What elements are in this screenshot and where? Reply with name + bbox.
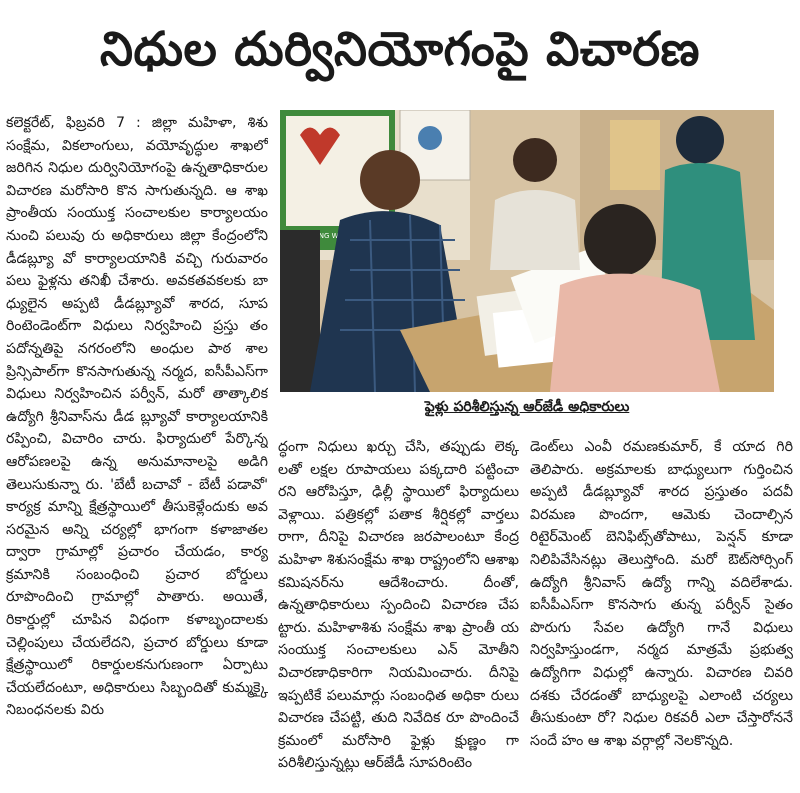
office-meeting-photo	[280, 110, 774, 392]
news-photo	[280, 110, 774, 392]
headline: నిధుల దుర్వినియోగంపై విచారణ	[100, 22, 700, 77]
article-paragraph: కలెక్టరేట్, ఫిబ్రవరి 7 : జిల్లా మహిళా, శిశు సంక్షేమ, వికలాంగులు, వయోవృద్ధుల శాఖలో జరిగిన నిధుల దుర్వినియోగంపై ఉన్నతాధికారుల విచారణ మరోసారి కొన సాగుతున్నది. ఆ శాఖ ప్రాంతీయ సంయుక్త సంచాలకుల కార్యాలయం నుంచి పలువు రు అధికారులు జిల్లా కేంద్రంలోని డీడబ్ల్యూ వో కార్యాలయానికి వచ్చి గురువారం పలు ఫైళ్లను తనిఖీ చేశారు. అవకతవకలకు బా ధ్యులైన అప్పటి డీడబ్ల్యూవో శారద, సూప రింటెండెంట్‌గా విధులు నిర్వహించి ప్రస్తు తం పదోన్నతిపై నగరంలోని అంధుల పాఠ శాల ప్రిన్సిపాల్‌గా కొనసాగుతున్న నర్మద, ఐసీపీఎస్‌గా విధులు నిర్వహించిన పర్వీన్, మరో తాత్కాలిక ఉద్యోగి శ్రీనివాస్‌ను డీడ బ్ల్యూవో కార్యాలయానికి రప్పించి, విచారిం చారు. ఫిర్యాదులో పేర్కొన్న ఆరోపణలపై ఉన్న అనుమానాలపై అడిగి తెలుసుకున్నా రు. 'బేటీ బచావో - బేటీ పడావో' కార్యక్ర మాన్ని క్షేత్రస్థాయిలో తీసుకెళ్లేందుకు అవ సరమైన అన్ని చర్యల్లో భాగంగా కళాజాతల ద్వారా గ్రామాల్లో ప్రచారం చేయడం, కార్య క్రమానికి సంబంధించి ప్రచార బోర్డులు రూపొందించి గ్రామాల్లో పాతారు. అయితే, రికార్డుల్లో చూపిన విధంగా కళాబృందాలకు చెల్లింపులు చేయలేదని, ప్రచార బోర్డులు కూడా క్షేత్రస్థాయిలో రికార్డులకనుగుణంగా ఏర్పాటు చేయలేదంటూ, అధికారులు సిబ్బందితో కుమ్మక్కై నిబంధనలకు విరు	[6, 115, 268, 719]
article-paragraph: డెంట్‌లు ఎంవీ రమణకుమార్, కే యాద గిరి తెలిపారు. అక్రమాలకు బాధ్యులుగా గుర్తించిన అప్పటి డీడబ్ల్యూవో శారద ప్రస్తుతం పదవీ విరమణ పొందగా, ఆమెకు చెందాల్సిన రిటైర్‌మెంట్ బెనిఫిట్స్‌తోపాటు, పెన్షన్ కూడా నిలిపివేసినట్లు తెలుస్తోంది. మరో ఔట్‌సోర్సింగ్ ఉద్యోగి శ్రీనివాస్ ఉద్యో గాన్ని వదిలేశాడు. ఐసీపీఎస్‌గా కొనసాగు తున్న పర్వీన్ సైతం పొరుగు సేవల ఉద్యోగి గానే విధులు నిర్వహిస్తుండగా, నర్మద మాత్రమే ప్రభుత్వ ఉద్యోగిగా విధుల్లో ఉన్నారు. విచారణ చివరి దశకు చేరడంతో బాధ్యులపై ఎలాంటి చర్యలు తీసుకుంటా రో? నిధుల రికవరీ ఎలా చేస్తారోననే సందే హం ఆ శాఖ వర్గాల్లో నెలకొన్నది.	[530, 439, 793, 749]
article-column-middle	[278, 436, 519, 788]
photo-caption	[280, 392, 774, 422]
article-paragraph: ద్ధంగా నిధులు ఖర్చు చేసి, తప్పుడు లెక్క లతో లక్షల రూపాయలు పక్కదారి పట్టించా రని ఆరోపిస్తూ, ఢిల్లీ స్థాయిలో ఫిర్యాదులు వెళ్లాయి. పత్రికల్లో పతాక శీర్షికల్లో వార్తలు రాగా, దీనిపై విచారణ జరపాలంటూ కేంద్ర మహిళా శిశుసంక్షేమ శాఖ రాష్ట్రంలోని ఆశాఖ కమిషనర్‌ను ఆదేశించారు. దీంతో, ఉన్నతాధికారులు స్పందించి విచారణ చేప ట్టారు. మహిళాశిశు సంక్షేమ శాఖ ప్రాంతీ య సంయుక్త సంచాలకులు ఎన్ మోతీని విచారణాధికారిగా నియమించారు. దీనిపై ఇప్పటికే పలుమార్లు సంబంధిత అధికా రులు విచారణ చేపట్టి, తుది నివేదిక రూ పొందించే క్రమంలో మరోసారి ఫైళ్లు క్షుణ్ణం గా పరిశీలిస్తున్నట్లు ఆర్‌జేడీ సూపరింటెం	[278, 439, 519, 772]
article-column-left	[6, 112, 268, 788]
article-column-right	[530, 436, 793, 788]
photo-caption-text: ఫైళ్లు పరిశీలిస్తున్న ఆర్‌జేడీ అధికారులు	[424, 399, 630, 415]
